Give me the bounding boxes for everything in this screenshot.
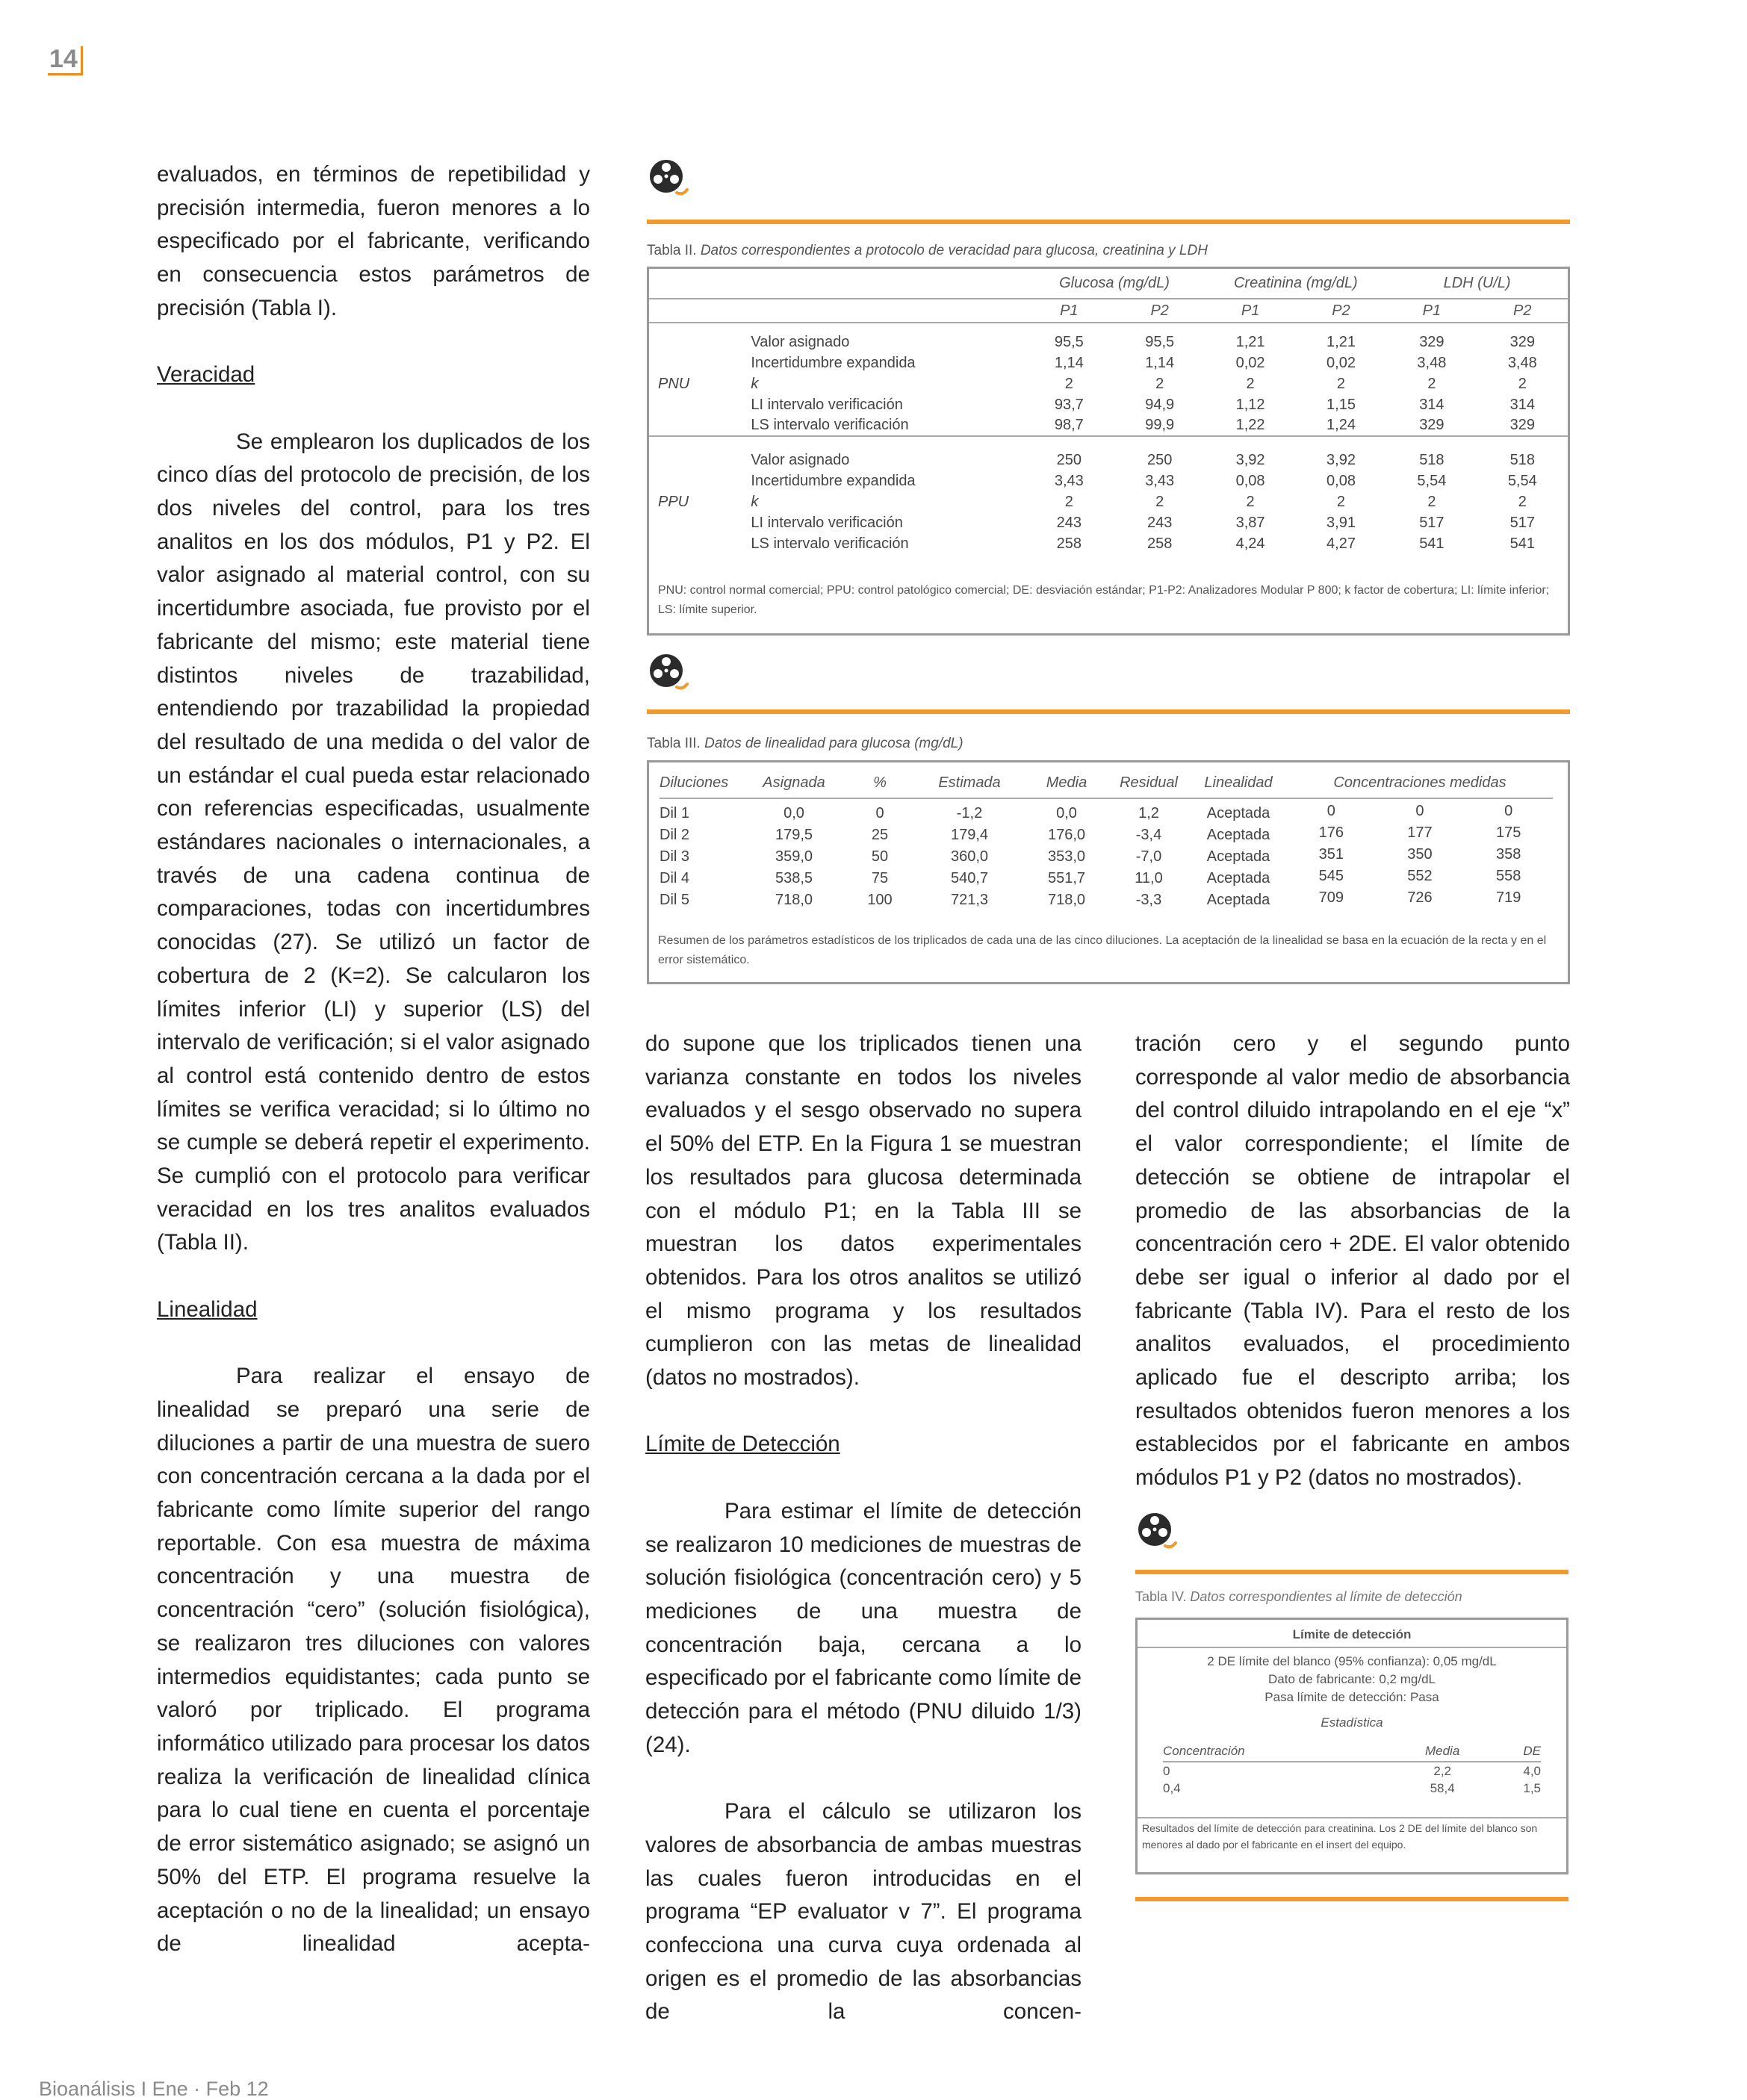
- column-header: P1: [1422, 302, 1442, 319]
- table-cell: 250: [1147, 451, 1173, 468]
- table-cell: 0: [1415, 803, 1424, 819]
- column-header: Concentraciones medidas: [1333, 774, 1506, 791]
- table-cell: 175: [1495, 824, 1521, 841]
- table-2: [647, 267, 1570, 636]
- table-cell: 2: [1427, 375, 1436, 392]
- table-cell: 1,5: [1523, 1781, 1541, 1795]
- table-cell: 329: [1419, 417, 1445, 433]
- table-cell: 0,08: [1235, 472, 1265, 489]
- table-row: [649, 450, 1568, 470]
- column-group-header: Creatinina (mg/dL): [1233, 275, 1358, 291]
- table-cell: 552: [1407, 868, 1433, 884]
- table-cell: 329: [1509, 417, 1535, 433]
- table-cell: 2: [1518, 375, 1527, 392]
- row-label: LI intervalo verificación: [751, 396, 903, 413]
- table-cell: 5,54: [1417, 472, 1447, 489]
- row-group-label: PPU: [658, 493, 689, 510]
- table-cell: 3,43: [1145, 472, 1175, 489]
- table-cell: 11,0: [1135, 870, 1163, 886]
- table-4-note: Resultados del límite de detección para creatinina. Los 2 DE del límite del blanco son menores al dado por el fabricante en el insert del equipo.: [1142, 1822, 1538, 1851]
- table-cell: 50: [871, 848, 889, 865]
- table-cell: 3,91: [1326, 514, 1356, 531]
- table-row: [1163, 1762, 1541, 1780]
- table-cell: 351: [1318, 846, 1344, 863]
- film-reel-icon: [647, 651, 689, 693]
- table-row: [660, 889, 1553, 911]
- row-label: k: [751, 493, 759, 510]
- table-cell: Dil 2: [660, 827, 690, 843]
- table-cell: 2: [1246, 375, 1255, 392]
- column-header: Media: [1424, 1743, 1460, 1758]
- table-cell: 243: [1056, 514, 1082, 531]
- table-cell: 3,87: [1235, 514, 1265, 531]
- page-number: 14: [48, 46, 83, 75]
- table-cell: 2: [1336, 375, 1346, 392]
- table-cell: 2: [1064, 375, 1073, 392]
- table-row: [649, 373, 1568, 394]
- text-column-2: [645, 1028, 1082, 2029]
- orange-rule: [1135, 1570, 1568, 1574]
- table-4: [1135, 1618, 1568, 1874]
- paragraph: Para el cálculo se utilizaron los valores de absorbancia de ambas muestras las cuales fueron introducidas en el programa “EP evaluator v 7”. El programa confecciona una curva cuya ordenada al origen es el promedio de las absorbancias de la concen-: [645, 1799, 1082, 2025]
- paragraph: Se emplearon los duplicados de los cinco días del protocolo de precisión, de los dos niveles del control, para los tres analitos en los dos módulos, P1 y P2. El valor asignado al material control, con su incertidumbre asociada, fue provisto por el fabricante del mismo; este material tiene distintos niveles de trazabilidad, entendiendo por trazabilidad la propiedad del resultado de una medida o del valor de un estándar el cual pueda estar relacionado con referencias especificadas, usualmente estándares nacionales o internacionales, a través de una cadena continua de comparaciones, todas con incertidumbres conocidas (27). Se utilizó un factor de cobertura de 2 (K=2). Se calcularon los límites inferior (LI) y superior (LS) del intervalo de verificación; si el valor asignado al control está contenido dentro de estos límites se verifica veracidad; si lo último no se cumple se deberá repetir el experimento. Se cumplió con el protocolo para verificar veracidad en los tres analitos evaluados (Tabla II).: [157, 429, 590, 1255]
- table-cell: 1,21: [1235, 333, 1265, 350]
- table-cell: Aceptada: [1206, 805, 1270, 821]
- table-cell: 718,0: [775, 892, 813, 908]
- table-cell: 4,27: [1326, 535, 1356, 552]
- table-cell: Aceptada: [1206, 827, 1270, 843]
- table-cell: 1,14: [1145, 354, 1175, 371]
- table-cell: 3,92: [1326, 451, 1356, 468]
- table-4-caption: Tabla IV. Datos correspondientes al límite de detección: [1135, 1589, 1462, 1604]
- table-cell: 2: [1064, 493, 1073, 510]
- table-cell: 25: [871, 827, 889, 843]
- table-row: [1163, 1780, 1541, 1798]
- table-cell: -7,0: [1135, 848, 1162, 865]
- row-label: Incertidumbre expandida: [751, 472, 916, 489]
- row-label: k: [751, 375, 759, 392]
- table-row: [649, 352, 1568, 373]
- table-cell: 98,7: [1054, 417, 1084, 433]
- measured-concentrations: [1287, 889, 1553, 907]
- table-cell: 3,48: [1417, 354, 1447, 371]
- table-cell: 58,4: [1430, 1781, 1455, 1795]
- table-cell: 541: [1509, 535, 1535, 552]
- footer: Bioanálisis I Ene · Feb 12: [39, 2078, 269, 2100]
- column-header: Concentración: [1163, 1743, 1245, 1758]
- table-cell: 358: [1495, 846, 1521, 863]
- column-header: Linealidad: [1204, 774, 1273, 791]
- table-cell: 0: [1163, 1763, 1170, 1778]
- table-cell: 0,0: [1056, 805, 1077, 821]
- table-cell: 95,5: [1145, 333, 1175, 350]
- table-cell: 360,0: [950, 848, 989, 865]
- row-label: LS intervalo verificación: [751, 417, 909, 433]
- table-cell: 0: [1326, 803, 1335, 819]
- table-cell: 2: [1518, 493, 1527, 510]
- table-cell: 329: [1509, 333, 1535, 350]
- text-column-1: [157, 158, 590, 1961]
- column-header: P2: [1332, 302, 1350, 319]
- row-label: Valor asignado: [751, 333, 850, 350]
- table-cell: 0,02: [1326, 354, 1356, 371]
- column-header: Residual: [1120, 774, 1178, 791]
- table-row: [649, 512, 1568, 533]
- column-header: %: [873, 774, 887, 791]
- table-cell: 0,4: [1163, 1781, 1181, 1795]
- table-4-title: Límite de detección: [1292, 1627, 1412, 1641]
- table-cell: -3,3: [1135, 892, 1162, 908]
- table-cell: 0,02: [1235, 354, 1265, 371]
- table-row: [660, 803, 1553, 824]
- table-cell: 314: [1509, 396, 1535, 413]
- column-header: Estimada: [938, 774, 1001, 791]
- film-reel-icon: [647, 157, 689, 199]
- table-3-note: Resumen de los parámetros estadísticos de los triplicados de cada una de las cinco diluciones. La aceptación de la linealidad se basa en la ecuación de la recta y en el error sistemático.: [658, 934, 1547, 966]
- table-cell: 250: [1056, 451, 1082, 468]
- table-row: [649, 415, 1568, 436]
- table-cell: 541: [1419, 535, 1445, 552]
- table-cell: 1,22: [1235, 417, 1265, 433]
- text-column-3: [1135, 1028, 1570, 1495]
- table-cell: 179,4: [950, 827, 989, 843]
- row-group-label: PNU: [658, 375, 690, 392]
- table-cell: 359,0: [775, 848, 813, 865]
- table-cell: 329: [1419, 333, 1445, 350]
- column-header: P1: [1241, 302, 1260, 319]
- table-cell: 558: [1495, 868, 1521, 884]
- section-heading-limite-deteccion: Límite de Detección: [645, 1432, 840, 1457]
- table-cell: -1,2: [956, 805, 983, 821]
- table-3: [647, 760, 1570, 984]
- column-header: P2: [1150, 302, 1169, 319]
- orange-rule: [1135, 1897, 1568, 1901]
- table-cell: 0: [875, 805, 884, 821]
- table-cell: 538,5: [775, 870, 813, 886]
- column-header: P2: [1513, 302, 1532, 319]
- table-cell: 350: [1407, 846, 1433, 863]
- table-2-caption: Tabla II. Datos correspondientes a protocolo de veracidad para glucosa, creatinina y LDH: [647, 243, 1208, 258]
- column-header: DE: [1523, 1743, 1541, 1758]
- table-cell: 177: [1407, 824, 1433, 841]
- table-cell: 176,0: [1047, 827, 1086, 843]
- table-row: [649, 533, 1568, 554]
- table-cell: Dil 3: [660, 848, 690, 865]
- row-label: Incertidumbre expandida: [751, 354, 916, 371]
- table-cell: 719: [1495, 889, 1521, 906]
- table-cell: 540,7: [950, 870, 989, 886]
- column-group-header: LDH (U/L): [1443, 275, 1511, 291]
- table-row: [649, 491, 1568, 512]
- table-cell: 314: [1419, 396, 1445, 413]
- table-cell: Aceptada: [1206, 892, 1270, 908]
- table-row: [660, 868, 1553, 889]
- table-cell: 3,48: [1507, 354, 1537, 371]
- measured-concentrations: [1287, 824, 1553, 842]
- table-cell: 2: [1155, 493, 1164, 510]
- table-cell: 2: [1427, 493, 1436, 510]
- table-cell: 1,21: [1326, 333, 1356, 350]
- table-4-line: Dato de fabricante: 0,2 mg/dL: [1268, 1672, 1436, 1686]
- table-cell: 2: [1336, 493, 1346, 510]
- table-4-stats-title: Estadística: [1321, 1715, 1383, 1730]
- table-cell: 0,08: [1326, 472, 1356, 489]
- table-cell: 517: [1419, 514, 1445, 531]
- table-cell: 4,0: [1523, 1763, 1541, 1778]
- table-cell: 518: [1419, 451, 1445, 468]
- measured-concentrations: [1287, 846, 1553, 863]
- table-4-line: Pasa límite de detección: Pasa: [1265, 1690, 1439, 1704]
- table-cell: Aceptada: [1206, 848, 1270, 865]
- table-cell: 2,2: [1433, 1763, 1451, 1778]
- table-cell: 3,92: [1235, 451, 1265, 468]
- column-header: P1: [1060, 302, 1079, 319]
- table-row: [649, 394, 1568, 415]
- paragraph: Para estimar el límite de detección se realizaron 10 mediciones de muestras de solución fisiológica (concentración cero) y 5 mediciones de una muestra de concentración baja, cercana a lo especificado por el fabricante como límite de detección para el método (PNU diluido 1/3) (24).: [645, 1498, 1082, 1757]
- table-cell: 99,9: [1145, 417, 1175, 433]
- paragraph: Para realizar el ensayo de linealidad se preparó una serie de diluciones a partir de una muestra de suero con concentración cercana a la dada por el fabricante como límite superior del rango reportable. Con esa muestra de máxima concentración y una muestra de concentración “cero” (solución fisiológica), se realizaron tres diluciones con valores intermedios equidistantes; cada punto se valoró por triplicado. El programa informático utilizado para procesar los datos realiza la verificación de linealidad clínica para lo cual tiene en cuenta el porcentaje de error sistemático asignado; se asignó un 50% del ETP. El programa resuelve la aceptación o no de la linealidad; un ensayo de linealidad acepta-: [157, 1364, 590, 1957]
- table-cell: 517: [1509, 514, 1535, 531]
- paragraph: evaluados, en términos de repetibilidad y precisión intermedia, fueron menores a lo especificado por el fabricante, verificando en consecuencia estos parámetros de precisión (Tabla I).: [157, 162, 590, 320]
- table-row: [649, 332, 1568, 352]
- table-cell: 1,24: [1326, 417, 1356, 433]
- column-header: Diluciones: [660, 774, 729, 791]
- orange-rule: [647, 220, 1570, 224]
- table-cell: Dil 1: [660, 805, 690, 821]
- table-cell: 721,3: [950, 892, 989, 908]
- table-row: [660, 846, 1553, 868]
- table-cell: 93,7: [1054, 396, 1084, 413]
- table-row: [660, 824, 1553, 846]
- table-cell: 551,7: [1047, 870, 1086, 886]
- table-cell: 243: [1147, 514, 1173, 531]
- table-cell: 95,5: [1054, 333, 1084, 350]
- table-cell: 1,12: [1235, 396, 1265, 413]
- table-cell: Dil 4: [660, 870, 690, 886]
- table-4-line: 2 DE límite del blanco (95% confianza): 0,05 mg/dL: [1207, 1654, 1497, 1668]
- column-header: Asignada: [763, 774, 825, 791]
- table-cell: 75: [871, 870, 889, 886]
- table-cell: 545: [1318, 868, 1344, 884]
- measured-concentrations: [1287, 868, 1553, 885]
- paragraph: tración cero y el segundo punto corresponde al valor medio de absorbancia del control diluido intrapolando en el eje “x” el valor correspondiente; el límite de detección se obtiene de intrapolar el promedio de las absorbancias de la concentración cero + 2DE. El valor obtenido debe ser igual o inferior al dado por el fabricante (Tabla IV). Para el resto de los analitos evaluados, el procedimiento aplicado fue el descripto arriba; los resultados obtenidos fueron menores a los establecidos por el fabricante en ambos módulos P1 y P2 (datos no mostrados).: [1135, 1031, 1570, 1491]
- row-label: LI intervalo verificación: [751, 514, 903, 531]
- table-cell: 1,2: [1138, 805, 1159, 821]
- column-header: Media: [1046, 774, 1087, 791]
- table-cell: 258: [1147, 535, 1173, 552]
- row-label: Valor asignado: [751, 451, 850, 468]
- table-cell: 3,43: [1054, 472, 1084, 489]
- table-cell: 2: [1155, 375, 1164, 392]
- table-cell: 518: [1509, 451, 1535, 468]
- table-cell: 1,15: [1326, 396, 1356, 413]
- section-heading-linealidad: Linealidad: [157, 1296, 258, 1322]
- table-cell: 726: [1407, 889, 1433, 906]
- table-2-note: PNU: control normal comercial; PPU: control patológico comercial; DE: desviación estándar; P1-P2: Analizadores Modular P 800; k factor de cobertura; LI: límite inferior; LS: límite superior.: [658, 584, 1550, 616]
- column-group-header: Glucosa (mg/dL): [1059, 275, 1170, 291]
- table-cell: 5,54: [1507, 472, 1537, 489]
- table-cell: 0,0: [783, 805, 804, 821]
- table-cell: 94,9: [1145, 396, 1175, 413]
- orange-rule: [647, 709, 1570, 714]
- table-cell: 179,5: [775, 827, 813, 843]
- table-cell: 176: [1318, 824, 1344, 841]
- table-cell: 709: [1318, 889, 1344, 906]
- table-cell: Aceptada: [1206, 870, 1270, 886]
- table-cell: -3,4: [1135, 827, 1162, 843]
- film-reel-icon: [1135, 1510, 1177, 1552]
- measured-concentrations: [1287, 803, 1553, 820]
- table-3-caption: Tabla III. Datos de linealidad para glucosa (mg/dL): [647, 736, 964, 751]
- table-cell: 718,0: [1047, 892, 1086, 908]
- table-cell: 0: [1504, 803, 1513, 819]
- table-cell: 258: [1056, 535, 1082, 552]
- table-cell: 1,14: [1054, 354, 1084, 371]
- paragraph: do supone que los triplicados tienen una varianza constante en todos los niveles evaluados y el sesgo observado no supera el 50% del ETP. En la Figura 1 se muestran los resultados para glucosa determinada con el módulo P1; en la Tabla III se muestran los datos experimentales obtenidos. Para los otros analitos se utilizó el mismo programa y los resultados cumplieron con las metas de linealidad (datos no mostrados).: [645, 1031, 1082, 1391]
- table-row: [649, 470, 1568, 491]
- table-cell: 4,24: [1235, 535, 1265, 552]
- table-cell: 100: [867, 892, 893, 908]
- table-cell: 2: [1246, 493, 1255, 510]
- section-heading-veracidad: Veracidad: [157, 362, 255, 388]
- table-cell: 353,0: [1047, 848, 1086, 865]
- row-label: LS intervalo verificación: [751, 535, 909, 552]
- table-cell: Dil 5: [660, 892, 690, 908]
